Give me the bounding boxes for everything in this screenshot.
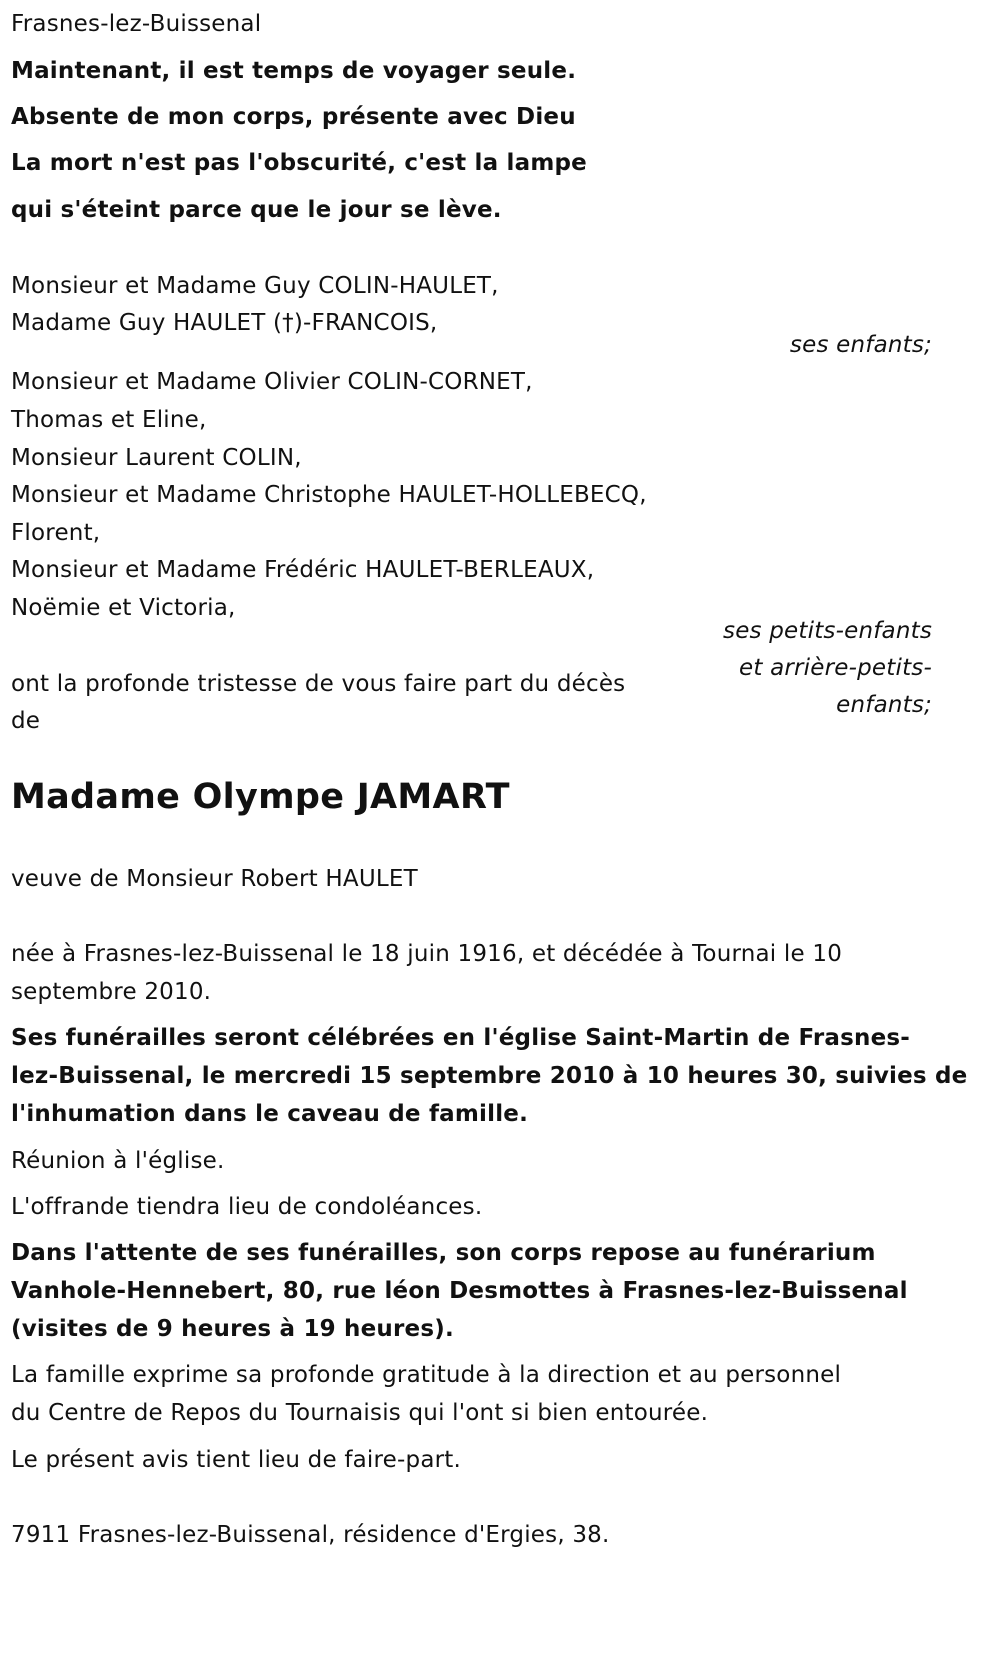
- epigraph-line: Absente de mon corps, présente avec Dieu: [11, 104, 576, 130]
- viewing-line: Dans l'attente de ses funérailles, son corps repose au funérarium: [11, 1240, 876, 1266]
- family-member: Florent,: [11, 520, 101, 546]
- family-member: Monsieur et Madame Olivier COLIN-CORNET,: [11, 369, 533, 395]
- viewing-line: Vanhole-Hennebert, 80, rue léon Desmottes à Frasnes-lez-Buissenal: [11, 1278, 908, 1304]
- meeting-info: Réunion à l'église.: [11, 1148, 225, 1174]
- funeral-line: lez-Buissenal, le mercredi 15 septembre 2010 à 10 heures 30, suivies de: [11, 1063, 968, 1089]
- viewing-line: (visites de 9 heures à 19 heures).: [11, 1316, 454, 1342]
- gratitude-line: du Centre de Repos du Tournaisis qui l'ont si bien entourée.: [11, 1400, 709, 1426]
- family-member: Monsieur et Madame Guy COLIN-HAULET,: [11, 273, 499, 299]
- funeral-line: Ses funérailles seront célébrées en l'église Saint-Martin de Frasnes-: [11, 1025, 911, 1051]
- birth-death-line: née à Frasnes-lez-Buissenal le 18 juin 1916, et décédée à Tournai le 10: [11, 941, 843, 967]
- offering-info: L'offrande tiendra lieu de condoléances.: [11, 1194, 483, 1220]
- birth-death-line: septembre 2010.: [11, 979, 212, 1005]
- deceased-spouse: veuve de Monsieur Robert HAULET: [11, 866, 418, 892]
- epigraph-line: La mort n'est pas l'obscurité, c'est la lampe: [11, 150, 587, 176]
- family-member: Monsieur et Madame Frédéric HAULET-BERLEAUX,: [11, 557, 595, 583]
- family-member: Thomas et Eline,: [11, 407, 207, 433]
- epigraph-line: qui s'éteint parce que le jour se lève.: [11, 197, 502, 223]
- family-member: Monsieur Laurent COLIN,: [11, 445, 302, 471]
- announcement-line: de: [11, 708, 41, 734]
- relation-label-children: ses enfants;: [789, 332, 932, 358]
- notice: Le présent avis tient lieu de faire-part.: [11, 1447, 462, 1473]
- deceased-name: Madame Olympe JAMART: [11, 777, 510, 817]
- relation-label-grandchildren: ses petits-enfants: [723, 618, 932, 644]
- family-member: Madame Guy HAULET (†)-FRANCOIS,: [11, 310, 438, 336]
- address: 7911 Frasnes-lez-Buissenal, résidence d'Ergies, 38.: [11, 1522, 610, 1548]
- family-member: Monsieur et Madame Christophe HAULET-HOLLEBECQ,: [11, 482, 647, 508]
- family-member: Noëmie et Victoria,: [11, 595, 236, 621]
- relation-label-grandchildren: enfants;: [836, 692, 932, 718]
- epigraph-line: Maintenant, il est temps de voyager seule.: [11, 58, 577, 84]
- gratitude-line: La famille exprime sa profonde gratitude à la direction et au personnel: [11, 1362, 842, 1388]
- announcement-line: ont la profonde tristesse de vous faire part du décès: [11, 671, 626, 697]
- funeral-line: l'inhumation dans le caveau de famille.: [11, 1101, 529, 1127]
- locality-header: Frasnes-lez-Buissenal: [11, 11, 262, 37]
- relation-label-grandchildren: et arrière-petits-: [739, 655, 932, 681]
